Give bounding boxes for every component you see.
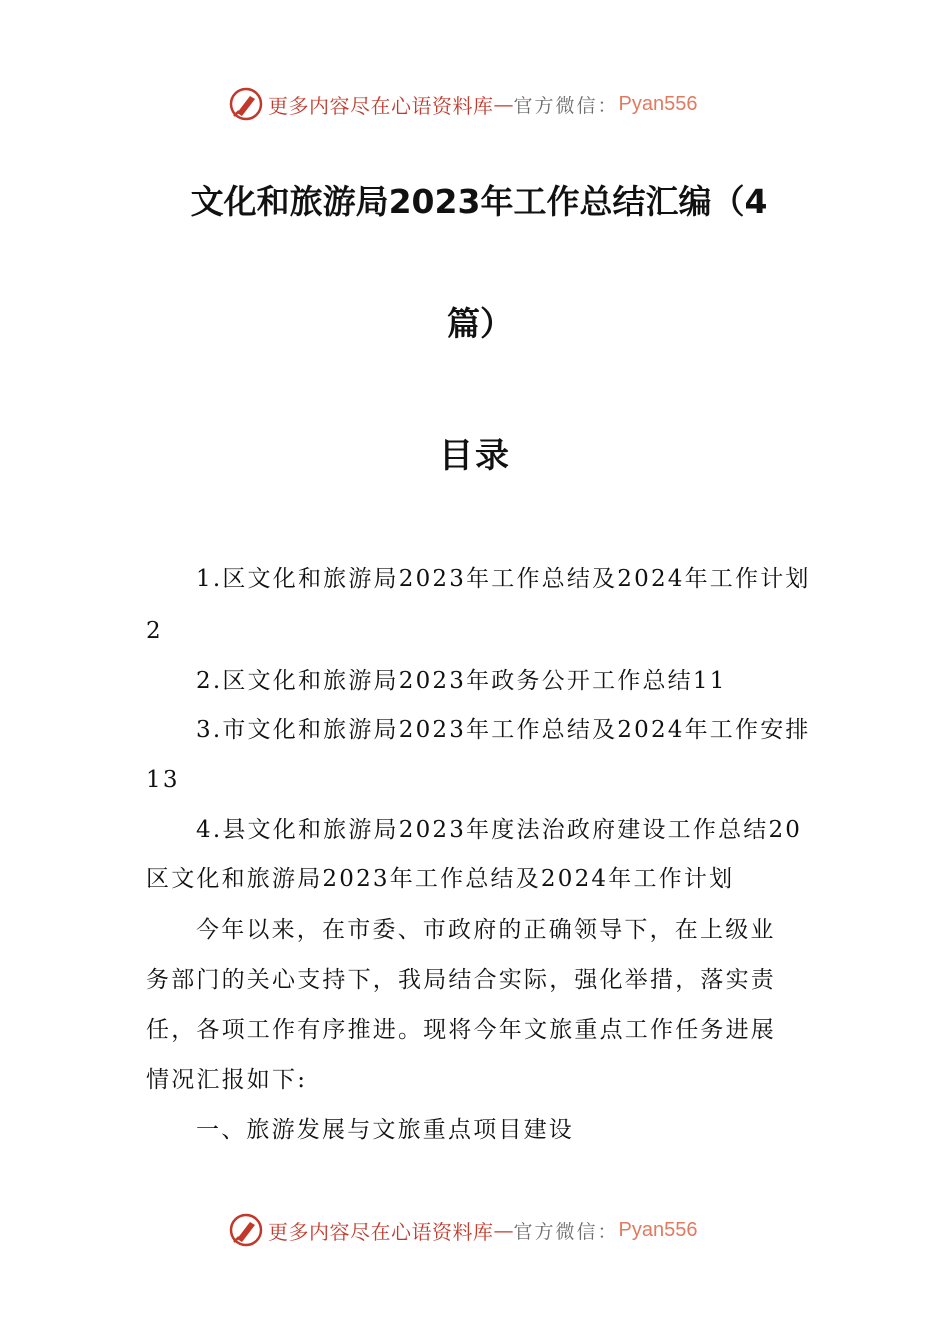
toc-heading: 目录	[439, 436, 511, 476]
toc-item-4[interactable]: 4.县文化和旅游局2023年度法治政府建设工作总结20	[196, 817, 803, 843]
article-title: 区文化和旅游局2023年工作总结及2024年工作计划	[146, 866, 735, 892]
watermark-text: 更多内容尽在心语资料库	[268, 1219, 494, 1244]
paragraph-line: 情况汇报如下:	[146, 1067, 308, 1093]
section-heading: 一、旅游发展与文旅重点项目建设	[196, 1117, 574, 1143]
watermark-wechat-id: Pyan556	[618, 92, 698, 115]
watermark-wechat-label: 官方微信：	[513, 1220, 619, 1243]
pen-nib-icon	[228, 86, 264, 122]
paragraph-line: 今年以来，在市委、市政府的正确领导下，在上级业	[196, 917, 776, 943]
footer-watermark	[228, 1210, 697, 1250]
watermark-wechat-label: 官方微信：	[513, 94, 619, 117]
toc-item-1-page[interactable]: 2	[146, 618, 163, 644]
header-watermark	[228, 84, 697, 124]
watermark-separator: —	[493, 1218, 514, 1242]
pen-nib-icon	[228, 1212, 264, 1248]
toc-item-1[interactable]: 1.区文化和旅游局2023年工作总结及2024年工作计划	[196, 566, 811, 592]
watermark-wechat-id: Pyan556	[618, 1218, 698, 1241]
toc-item-3[interactable]: 3.市文化和旅游局2023年工作总结及2024年工作安排	[196, 717, 811, 743]
toc-item-2[interactable]: 2.区文化和旅游局2023年政务公开工作总结11	[196, 668, 727, 694]
watermark-separator: —	[493, 92, 514, 116]
paragraph-line: 务部门的关心支持下，我局结合实际，强化举措，落实责	[146, 967, 776, 993]
document-title-line-2: 篇）	[447, 304, 513, 343]
watermark-text: 更多内容尽在心语资料库	[268, 93, 494, 118]
toc-item-3-page[interactable]: 13	[146, 767, 180, 793]
paragraph-line: 任，各项工作有序推进。现将今年文旅重点工作任务进展	[146, 1017, 776, 1043]
document-title-line-1: 文化和旅游局2023年工作总结汇编（4	[190, 182, 768, 221]
